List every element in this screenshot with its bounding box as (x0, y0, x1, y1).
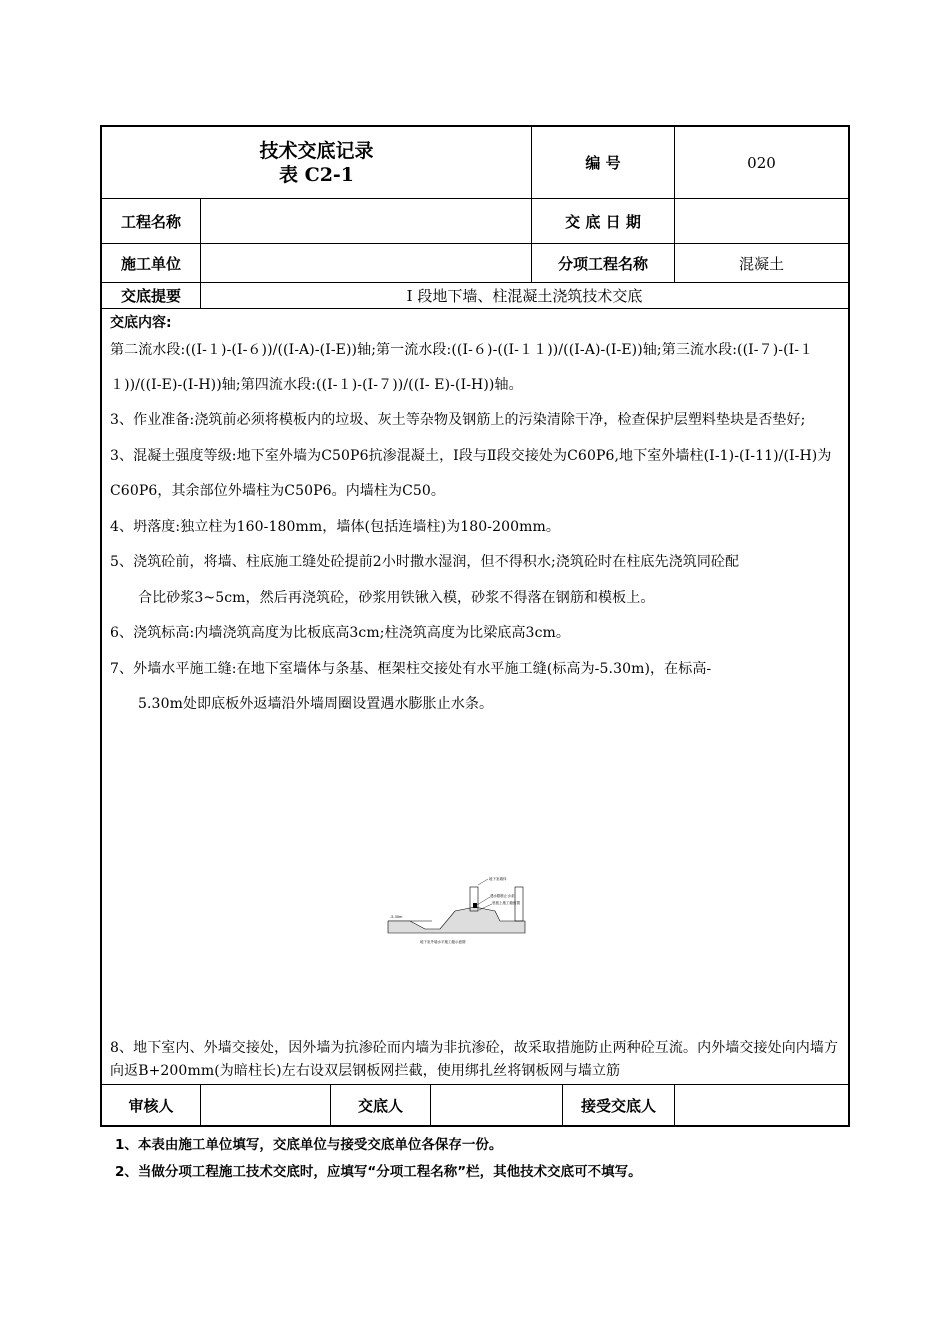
footnote: 2、当做分项工程施工技术交底时，应填写“分项工程名称”栏，其他技术交底可不填写。 (115, 1164, 642, 1180)
content-area (102, 309, 848, 1085)
content-paragraph: 合比砂浆3~5cm，然后再浇筑砼，砂浆用铁锹入模，砂浆不得落在钢筋和模板上。 (138, 589, 655, 606)
date-label: 交 底 日 期 (532, 199, 675, 243)
diagram-label-waterstop: 遇水膨胀止水条 (490, 894, 515, 898)
sub-project-field[interactable]: 混凝土 (738, 254, 784, 273)
diagram-caption: 地下室外墙水平施工缝示意图 (420, 940, 466, 944)
content-tail (110, 1037, 842, 1083)
content-paragraph: 5.30m处即底板外返墙沿外墙周圈设置遇水膨胀止水条。 (138, 696, 494, 712)
form-number: 表 C2-1 (278, 163, 355, 186)
diagram-label-elevation: -5.30m (390, 915, 403, 919)
project-row (102, 199, 848, 244)
date-field[interactable] (675, 199, 848, 243)
page-title: 技术交底记录 (259, 139, 374, 162)
form-title (102, 127, 532, 198)
summary-field[interactable]: Ⅰ 段地下墙、柱混凝土浇筑技术交底 (406, 287, 643, 305)
number-value[interactable]: 020 (747, 153, 776, 172)
content-paragraph: 7、外墙水平施工缝:在地下室墙体与条基、框架柱交接处有水平施工缝(标高为-5.30m)，在标高- (110, 660, 712, 677)
unit-row (102, 244, 848, 283)
content-label: 交底内容: (110, 315, 172, 331)
number-label: 编 号 (532, 127, 675, 198)
content-paragraph: 3、作业准备:浇筑前必须将模板内的垃圾、灰土等杂物及钢筋上的污染清除干净，检查保护层塑料垫块是否垫好; (110, 412, 806, 428)
summary-row (102, 283, 848, 309)
footnote: 1、本表由施工单位填写，交底单位与接受交底单位各保存一份。 (115, 1137, 503, 1153)
signature-row (102, 1085, 848, 1125)
sub-project-label: 分项工程名称 (532, 244, 675, 282)
unit-label: 施工单位 (102, 244, 201, 282)
reviewer-field[interactable] (201, 1085, 331, 1125)
project-name-field[interactable] (201, 199, 532, 243)
content-paragraph: 6、浇筑标高:内墙浇筑高度为比板底高3cm;柱浇筑高度为比梁底高3cm。 (110, 625, 570, 641)
construction-joint-diagram (380, 877, 530, 945)
receiver-field[interactable] (675, 1085, 848, 1125)
header-row (102, 127, 848, 199)
disclosure-form (100, 125, 850, 1127)
footnotes (115, 1132, 642, 1186)
content-paragraph: 4、坍落度:独立柱为160-180mm，墙体(包括连墙柱)为180-200mm。 (110, 518, 560, 535)
content-paragraph: 第二流水段:((Ⅰ-１)-(Ⅰ-６))/((Ⅰ-A)-(Ⅰ-E))轴;第一流水段:((Ⅰ-６)-((Ⅰ-１１))/((Ⅰ-A)-(Ⅰ-E))轴;第三流水段:((Ⅰ-７)-(Ⅰ-１１))/((Ⅰ-E)-(Ⅰ-H))轴;第四流水段:((Ⅰ-１)-(Ⅰ-７))/((Ⅰ- E)-(Ⅰ-H))轴。 (110, 342, 814, 393)
content-paragraph: 5、浇筑砼前，将墙、柱底施工缝处砼提前2小时撒水湿润，但不得积水;浇筑砼时在柱底先浇筑同砼配 (110, 554, 740, 570)
reviewer-label: 审核人 (102, 1085, 201, 1125)
receiver-label: 接受交底人 (563, 1085, 675, 1125)
content-paragraph: 8、地下室内、外墙交接处，因外墙为抗渗砼而内墙为非抗渗砼，故采取措施防止两种砼互流。内外墙交接处向内墙方向返B+200mm(为暗柱长)左右设双层钢板网拦截，使用绑扎丝将钢板网与墙立筋 (110, 1040, 839, 1079)
discloser-field[interactable] (431, 1085, 563, 1125)
unit-field[interactable] (201, 244, 532, 282)
discloser-label: 交底人 (331, 1085, 431, 1125)
summary-label: 交底提要 (102, 283, 201, 308)
diagram-label-wall: 地下室墙体 (489, 877, 507, 881)
project-name-label: 工程名称 (102, 199, 201, 243)
diagram-label-joint: 底板上施工缝留置 (492, 901, 520, 905)
content-paragraph: 3、混凝土强度等级:地下室外墙为C50P6抗渗混凝土，Ⅰ段与Ⅱ段交接处为C60P6,地下室外墙柱(Ⅰ-1)-(Ⅰ-11)/(Ⅰ-H)为C60P6，其余部位外墙柱为C50P6。内墙柱为C50。 (110, 447, 832, 499)
